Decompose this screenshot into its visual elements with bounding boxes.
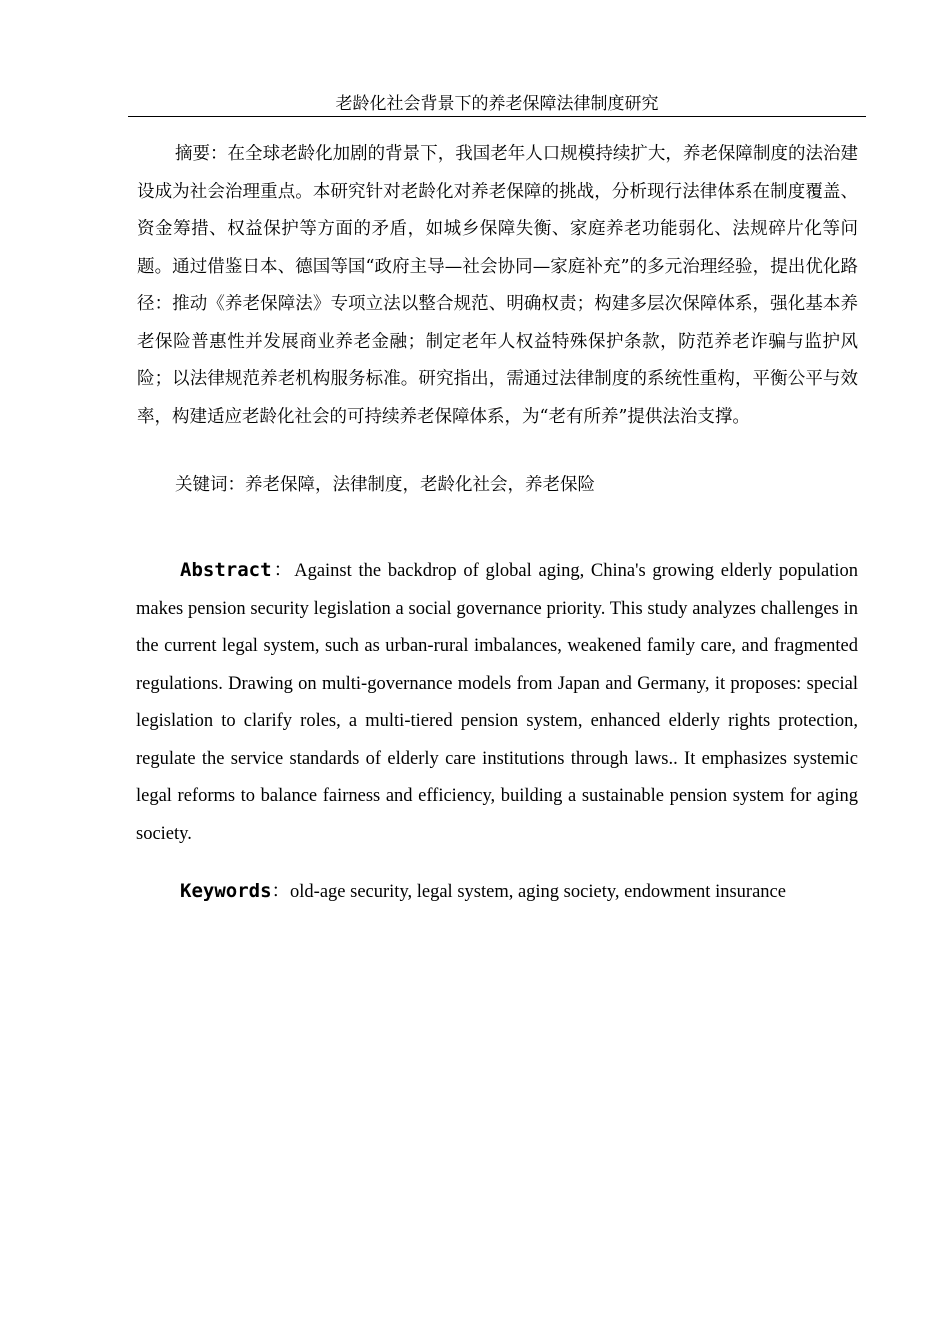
- english-keywords-text: old-age security, legal system, aging society, endowment insurance: [290, 882, 786, 902]
- english-keywords-label: Keywords: [180, 880, 272, 902]
- chinese-keywords: [137, 467, 858, 504]
- english-abstract-text: Against the backdrop of global aging, China's growing elderly population makes pension security legislation a social governance priority. This study analyzes challenges in the current legal system, such as urban-rural imbalances, weakened family care, and fragmented regulations. Drawing on multi-governance models from Japan and Germany, it proposes: special legislation to clarify roles, a multi-tiered pension system, enhanced elderly rights protection, regulate the service standards of elderly care institutions through laws.. It emphasizes systemic legal reforms to balance fairness and efficiency, building a sustainable pension system for aging society.: [136, 561, 858, 844]
- english-keywords: [136, 873, 858, 911]
- chinese-abstract: [137, 136, 858, 436]
- english-abstract-label: Abstract: [180, 559, 272, 581]
- chinese-keywords-text: 养老保障，法律制度，老龄化社会，养老保险: [245, 475, 595, 495]
- chinese-abstract-label: 摘要：: [175, 144, 228, 164]
- english-abstract-separator: ：: [271, 561, 295, 581]
- english-abstract: [136, 552, 858, 853]
- running-header-title: 老龄化社会背景下的养老保障法律制度研究: [335, 94, 659, 114]
- chinese-abstract-text: 在全球老龄化加剧的背景下，我国老年人口规模持续扩大，养老保障制度的法治建设成为社会治理重点。本研究针对老龄化对养老保障的挑战，分析现行法律体系在制度覆盖、资金筹措、权益保护等方面的矛盾，如城乡保障失衡、家庭养老功能弱化、法规碎片化等问题。通过借鉴日本、德国等国“政府主导—社会协同—家庭补充”的多元治理经验，提出优化路径：推动《养老保障法》专项立法以整合规范、明确权责；构建多层次保障体系，强化基本养老保险普惠性并发展商业养老金融；制定老年人权益特殊保护条款，防范养老诈骗与监护风险；以法律规范养老机构服务标准。研究指出，需通过法律制度的系统性重构，平衡公平与效率，构建适应老龄化社会的可持续养老保障体系，为“老有所养”提供法治支撑。: [137, 144, 859, 427]
- english-keywords-separator: ：: [271, 882, 291, 902]
- chinese-keywords-label: 关键词：: [175, 475, 245, 495]
- header-rule: [128, 116, 866, 117]
